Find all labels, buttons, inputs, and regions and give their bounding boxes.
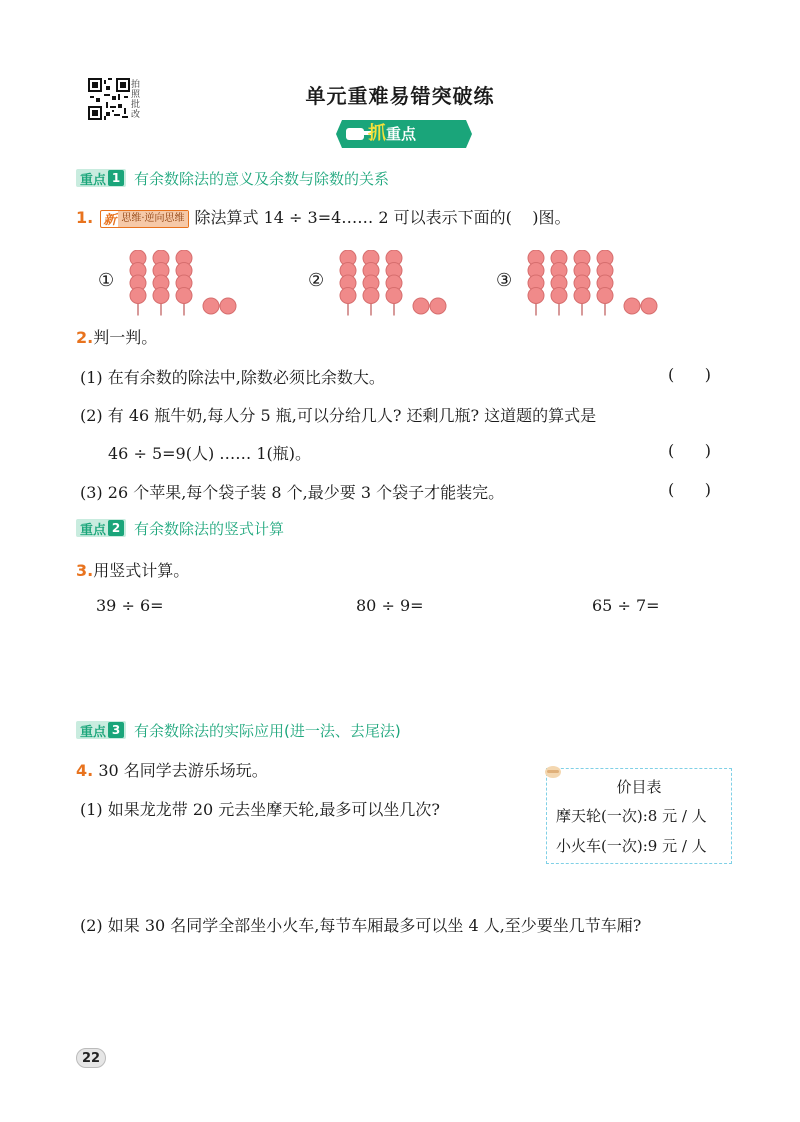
- question-2-item-2: [80, 403, 596, 426]
- question-2-item-2-formula: 46 ÷ 5=9(人) …… 1(瓶)。: [108, 444, 312, 463]
- hawthorn-ball: [363, 288, 379, 304]
- loose-ball: [220, 298, 236, 314]
- item-text: 有 46 瓶牛奶,每人分 5 瓶,可以分给几人? 还剩几瓶? 这道题的算式是: [107, 406, 597, 425]
- question-number: 3.: [76, 561, 94, 580]
- section-tag: [76, 519, 126, 537]
- item-label: (3): [80, 483, 103, 502]
- banner-label: [368, 120, 416, 148]
- question-2-item-1: [80, 365, 385, 388]
- option-1-figure[interactable]: [126, 250, 246, 316]
- hawthorn-ball: [130, 288, 146, 304]
- question-2-title: 判一判。: [93, 328, 158, 347]
- hawthorn-ball: [176, 288, 192, 304]
- answer-paren-1[interactable]: ( ): [668, 365, 711, 384]
- section-header-3: [76, 720, 401, 740]
- section-tag-label: 重点: [80, 724, 107, 740]
- loose-ball: [413, 298, 429, 314]
- section-tag-label: 重点: [80, 172, 107, 188]
- section-title: 有余数除法的意义及余数与除数的关系: [134, 169, 390, 188]
- section-tag: [76, 721, 126, 739]
- question-3: [76, 558, 189, 581]
- price-row-train: 小火车(一次):9 元 / 人: [556, 837, 707, 855]
- question-number: 1.: [76, 208, 94, 227]
- question-4-title: 30 名同学去游乐场玩。: [98, 761, 268, 780]
- new-thinking-tag: [100, 210, 188, 228]
- hawthorn-ball: [597, 288, 613, 304]
- hawthorn-ball: [386, 288, 402, 304]
- tag-new: 新: [103, 213, 117, 228]
- item-text: 26 个苹果,每个袋子装 8 个,最少要 3 个袋子才能装完。: [107, 483, 505, 502]
- division-problem-3[interactable]: 65 ÷ 7=: [592, 596, 660, 615]
- hawthorn-ball: [153, 288, 169, 304]
- item-label: (1): [80, 368, 103, 387]
- price-table-title: 价目表: [616, 778, 662, 796]
- division-problem-2[interactable]: 80 ÷ 9=: [356, 596, 424, 615]
- loose-ball: [641, 298, 657, 314]
- question-2-item-3: [80, 480, 504, 503]
- section-tag-label: 重点: [80, 522, 107, 538]
- option-3-figure[interactable]: [524, 250, 674, 316]
- item-text: 在有余数的除法中,除数必须比余数大。: [107, 368, 385, 387]
- section-number: 1: [108, 170, 124, 186]
- hawthorn-ball: [340, 288, 356, 304]
- answer-blank[interactable]: [512, 208, 532, 227]
- option-1-label: ①: [98, 270, 115, 291]
- banner-label-rest: 重点: [386, 125, 417, 143]
- question-1-text: 除法算式 14 ÷ 3=4…… 2 可以表示下面的(: [194, 208, 512, 227]
- loose-ball: [624, 298, 640, 314]
- page-number: 22: [76, 1048, 106, 1068]
- section-header-2: [76, 518, 284, 538]
- hawthorn-ball: [574, 288, 590, 304]
- option-2-figure[interactable]: [336, 250, 456, 316]
- section-number: 2: [108, 520, 124, 536]
- option-2-label: ②: [308, 270, 325, 291]
- hawthorn-ball: [528, 288, 544, 304]
- question-4-sub-1: (1) 如果龙龙带 20 元去坐摩天轮,最多可以坐几次?: [80, 800, 440, 819]
- loose-ball: [430, 298, 446, 314]
- question-2: [76, 325, 157, 348]
- question-1-text-end: )图。: [532, 208, 571, 227]
- banner-label-em: 抓: [368, 123, 386, 144]
- item-label: (2): [80, 406, 103, 425]
- price-row-ferris-wheel: 摩天轮(一次):8 元 / 人: [556, 807, 707, 825]
- section-tag: [76, 169, 126, 187]
- question-3-title: 用竖式计算。: [93, 561, 190, 580]
- division-problem-1[interactable]: 39 ÷ 6=: [96, 596, 164, 615]
- section-number: 3: [108, 722, 124, 738]
- section-header-1: [76, 168, 389, 188]
- hawthorn-ball: [551, 288, 567, 304]
- qr-caption: 拍照批改: [131, 80, 141, 120]
- answer-paren-2[interactable]: ( ): [668, 441, 711, 460]
- tag-thinking: 思维·逆向思维: [118, 211, 187, 227]
- answer-paren-3[interactable]: ( ): [668, 480, 711, 499]
- option-3-label: ③: [496, 270, 513, 291]
- section-title: 有余数除法的竖式计算: [134, 519, 285, 538]
- page-title: 单元重难易错突破练: [305, 84, 495, 108]
- question-number: 2.: [76, 328, 94, 347]
- loose-ball: [203, 298, 219, 314]
- question-4-sub-2: (2) 如果 30 名同学全部坐小火车,每节车厢最多可以坐 4 人,至少要坐几节车厢?: [80, 916, 642, 935]
- question-1: [76, 205, 571, 228]
- section-title: 有余数除法的实际应用(进一法、去尾法): [134, 721, 401, 740]
- question-4: [76, 758, 268, 781]
- question-number: 4.: [76, 761, 94, 780]
